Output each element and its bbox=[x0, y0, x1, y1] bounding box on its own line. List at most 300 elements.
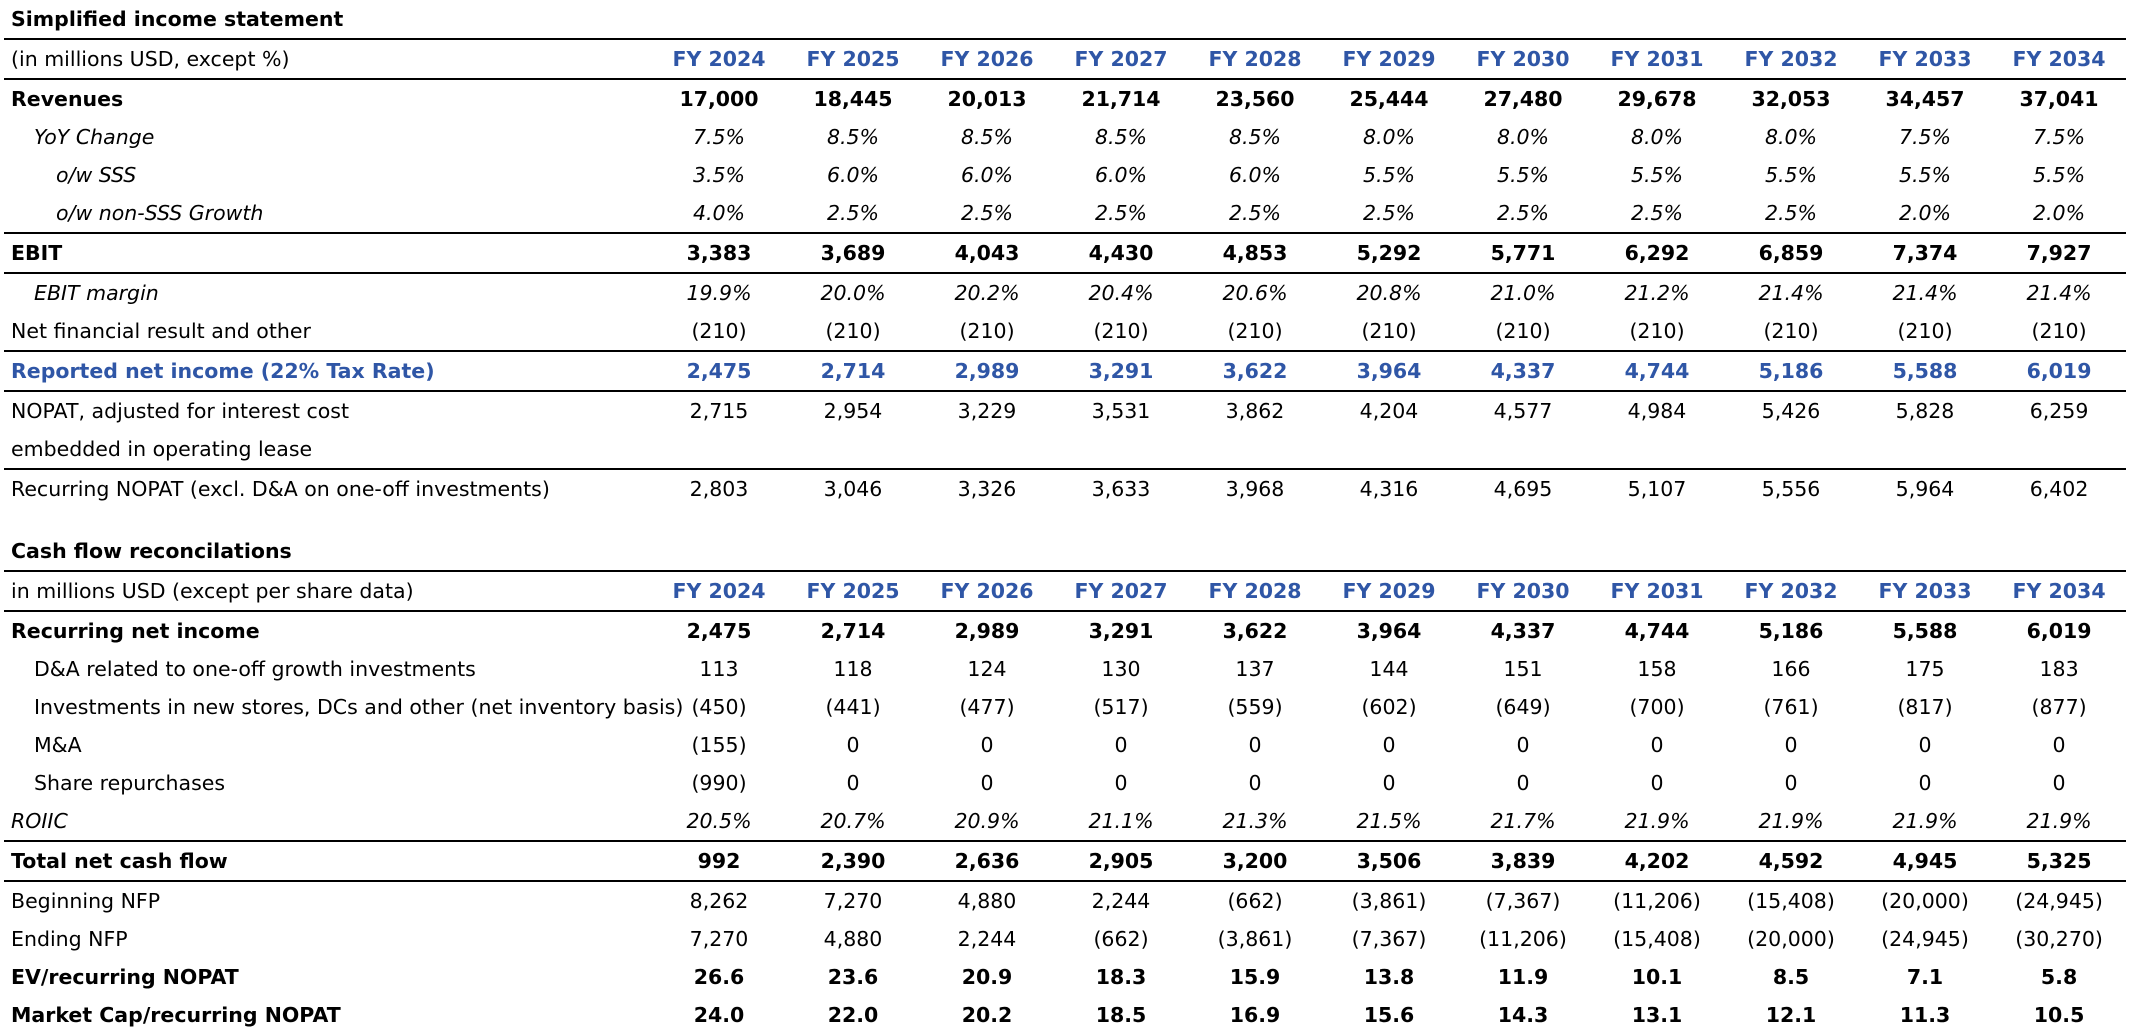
cell-value: 21.7% bbox=[1490, 809, 1556, 833]
cell-value: 4,577 bbox=[1493, 399, 1553, 423]
cell-value: 2.5% bbox=[1362, 201, 1416, 225]
cell-value: 5,771 bbox=[1456, 233, 1590, 273]
cell-value: 7,927 bbox=[1992, 233, 2126, 273]
cell-value: 3,622 bbox=[1188, 351, 1322, 391]
cell-value: 8.5% bbox=[1228, 125, 1282, 149]
cell-value: (3,861) bbox=[1351, 889, 1427, 913]
cell-value: 21.1% bbox=[1088, 809, 1154, 833]
cell-value: 20.0% bbox=[820, 281, 886, 305]
cell-value: 24.0 bbox=[693, 1003, 745, 1027]
cell-value: 4,880 bbox=[823, 927, 883, 951]
empty-cell bbox=[1456, 430, 1590, 469]
cell-value: 7.5% bbox=[1898, 125, 1952, 149]
year-header: FY 2026 bbox=[920, 571, 1054, 611]
cell-value: 20.7% bbox=[820, 809, 886, 833]
row-market-cap-recurring-nopat bbox=[4, 996, 2126, 1034]
cell-value: 21.9% bbox=[1758, 809, 1824, 833]
row-label: Market Cap/recurring NOPAT bbox=[11, 1003, 341, 1027]
empty-cell bbox=[1188, 430, 1322, 469]
year-header: FY 2031 bbox=[1590, 571, 1724, 611]
cell-value: 18,445 bbox=[813, 87, 893, 111]
income-statement-table bbox=[4, 0, 2126, 508]
cell-value: (15,408) bbox=[1747, 889, 1835, 913]
cell-value: 3,964 bbox=[1322, 351, 1456, 391]
cell-value: 19.9% bbox=[686, 281, 752, 305]
year-header: FY 2027 bbox=[1054, 571, 1188, 611]
cell-value: 2,715 bbox=[689, 399, 749, 423]
cell-value: 0 bbox=[1382, 771, 1396, 795]
cell-value: 113 bbox=[699, 657, 739, 681]
cell-value: 4,430 bbox=[1054, 233, 1188, 273]
cell-value: 6,019 bbox=[1992, 351, 2126, 391]
cell-value: 21.4% bbox=[1758, 281, 1824, 305]
year-header: FY 2030 bbox=[1456, 39, 1590, 79]
cell-value: (477) bbox=[959, 695, 1015, 719]
cell-value: (210) bbox=[1495, 319, 1551, 343]
cell-value: 4,202 bbox=[1590, 841, 1724, 881]
cell-value: 5.5% bbox=[1630, 163, 1684, 187]
cell-value: 20.8% bbox=[1356, 281, 1422, 305]
cell-value: 166 bbox=[1771, 657, 1811, 681]
cell-value: 4,043 bbox=[920, 233, 1054, 273]
row-label: Ending NFP bbox=[11, 927, 128, 951]
cell-value: 8.5% bbox=[960, 125, 1014, 149]
cell-value: (662) bbox=[1227, 889, 1283, 913]
cell-value: 124 bbox=[967, 657, 1007, 681]
cell-value: 6,019 bbox=[2026, 619, 2092, 643]
cell-value: (559) bbox=[1227, 695, 1283, 719]
cell-value: 0 bbox=[1650, 771, 1664, 795]
cell-value: (602) bbox=[1361, 695, 1417, 719]
row-total-net-cash-flow bbox=[4, 841, 2126, 881]
cell-value: 4,337 bbox=[1456, 351, 1590, 391]
cell-value: (649) bbox=[1495, 695, 1551, 719]
row-o-w-non-sss-growth bbox=[4, 194, 2126, 233]
row-ebit-margin bbox=[4, 273, 2126, 312]
row-label: D&A related to one-off growth investments bbox=[34, 657, 476, 681]
row-label: YoY Change bbox=[34, 125, 155, 149]
cell-value: 3,326 bbox=[920, 469, 1054, 508]
cell-value: 10.5 bbox=[2033, 1003, 2085, 1027]
cell-value: 130 bbox=[1101, 657, 1141, 681]
cell-value: 4,744 bbox=[1624, 619, 1690, 643]
cell-value: 6,859 bbox=[1724, 233, 1858, 273]
cell-value: 6.0% bbox=[826, 163, 880, 187]
cell-value: 34,457 bbox=[1885, 87, 1965, 111]
cell-value: (210) bbox=[2031, 319, 2087, 343]
cell-value: 14.3 bbox=[1497, 1003, 1549, 1027]
cell-value: 144 bbox=[1369, 657, 1409, 681]
year-header: FY 2026 bbox=[920, 39, 1054, 79]
cell-value: 3,622 bbox=[1222, 619, 1288, 643]
year-header: FY 2033 bbox=[1858, 39, 1992, 79]
cell-value: 4,880 bbox=[957, 889, 1017, 913]
cell-value: 5,186 bbox=[1758, 619, 1824, 643]
cell-value: 20.2% bbox=[954, 281, 1020, 305]
cell-value: 21.9% bbox=[2026, 809, 2092, 833]
cell-value: 4,744 bbox=[1590, 351, 1724, 391]
cell-value: (11,206) bbox=[1479, 927, 1567, 951]
cell-value: 992 bbox=[652, 841, 786, 881]
cell-value: 3,200 bbox=[1188, 841, 1322, 881]
cell-value: 3,839 bbox=[1456, 841, 1590, 881]
cell-value: (441) bbox=[825, 695, 881, 719]
cell-value: 8.0% bbox=[1630, 125, 1684, 149]
cell-value: 8,262 bbox=[689, 889, 749, 913]
cell-value: 151 bbox=[1503, 657, 1543, 681]
cell-value: 4,316 bbox=[1322, 469, 1456, 508]
cell-value: (15,408) bbox=[1613, 927, 1701, 951]
cash-flow-title: Cash flow reconcilations bbox=[11, 539, 292, 563]
cell-value: 0 bbox=[980, 733, 994, 757]
cell-value: 15.9 bbox=[1229, 965, 1281, 989]
cell-value: 8.5 bbox=[1772, 965, 1810, 989]
cell-value: 20.9 bbox=[961, 965, 1013, 989]
cell-value: (24,945) bbox=[2015, 889, 2103, 913]
cell-value: (210) bbox=[825, 319, 881, 343]
cell-value: (210) bbox=[1763, 319, 1819, 343]
cell-value: 2.5% bbox=[960, 201, 1014, 225]
year-header: FY 2027 bbox=[1054, 39, 1188, 79]
cell-value: 5,107 bbox=[1590, 469, 1724, 508]
empty-cell bbox=[1992, 430, 2126, 469]
cell-value: 2,905 bbox=[1054, 841, 1188, 881]
cell-value: 5.8 bbox=[2040, 965, 2078, 989]
cell-value: 3,291 bbox=[1088, 619, 1154, 643]
cell-value: 26.6 bbox=[693, 965, 745, 989]
cell-value: 4,945 bbox=[1858, 841, 1992, 881]
cell-value: 5.5% bbox=[1496, 163, 1550, 187]
cell-value: 3,506 bbox=[1322, 841, 1456, 881]
cell-value: (210) bbox=[1361, 319, 1417, 343]
cell-value: 2.5% bbox=[1630, 201, 1684, 225]
cell-value: 2,954 bbox=[823, 399, 883, 423]
row-beginning-nfp bbox=[4, 881, 2126, 920]
row-o-w-sss bbox=[4, 156, 2126, 194]
cell-value: 0 bbox=[1784, 733, 1798, 757]
year-header: FY 2030 bbox=[1456, 571, 1590, 611]
cell-value: 2,989 bbox=[920, 351, 1054, 391]
cell-value: 5.5% bbox=[1764, 163, 1818, 187]
cell-value: 5,426 bbox=[1761, 399, 1821, 423]
cell-value: (450) bbox=[691, 695, 747, 719]
cell-value: 3,046 bbox=[786, 469, 920, 508]
cell-value: 3,291 bbox=[1054, 351, 1188, 391]
row-label: NOPAT, adjusted for interest cost bbox=[11, 399, 350, 423]
empty-cell bbox=[920, 430, 1054, 469]
empty-cell bbox=[1054, 430, 1188, 469]
row-net-financial-result-and-other bbox=[4, 312, 2126, 351]
cell-value: 0 bbox=[980, 771, 994, 795]
cell-value: (210) bbox=[1629, 319, 1685, 343]
row-ebit bbox=[4, 233, 2126, 273]
year-header: FY 2029 bbox=[1322, 571, 1456, 611]
cell-value: 0 bbox=[1114, 733, 1128, 757]
cell-value: (3,861) bbox=[1217, 927, 1293, 951]
cell-value: 0 bbox=[1918, 771, 1932, 795]
cell-value: 5,186 bbox=[1724, 351, 1858, 391]
cell-value: 6,402 bbox=[1992, 469, 2126, 508]
cell-value: (20,000) bbox=[1747, 927, 1835, 951]
row-label: Reported net income (22% Tax Rate) bbox=[4, 351, 652, 391]
cell-value: 3,633 bbox=[1054, 469, 1188, 508]
cell-value: 21.4% bbox=[1892, 281, 1958, 305]
income-unit-label: (in millions USD, except %) bbox=[4, 39, 652, 79]
year-header: FY 2034 bbox=[1992, 39, 2126, 79]
cell-value: 2.5% bbox=[1094, 201, 1148, 225]
row-roiic bbox=[4, 802, 2126, 841]
row-label: Total net cash flow bbox=[4, 841, 652, 881]
cell-value: 2,636 bbox=[920, 841, 1054, 881]
cell-value: 20,013 bbox=[947, 87, 1027, 111]
cell-value: 29,678 bbox=[1617, 87, 1697, 111]
row-m-a bbox=[4, 726, 2126, 764]
row-label: ROIIC bbox=[11, 809, 68, 833]
cell-value: 12.1 bbox=[1765, 1003, 1817, 1027]
cell-value: 0 bbox=[2052, 733, 2066, 757]
cell-value: 2,244 bbox=[957, 927, 1017, 951]
cell-value: 2,714 bbox=[786, 351, 920, 391]
cell-value: 21.9% bbox=[1892, 809, 1958, 833]
cell-value: 3,862 bbox=[1225, 399, 1285, 423]
cell-value: 21.0% bbox=[1490, 281, 1556, 305]
cell-value: 158 bbox=[1637, 657, 1677, 681]
row-ending-nfp bbox=[4, 920, 2126, 958]
row-label: o/w SSS bbox=[56, 163, 137, 187]
cell-value: 10.1 bbox=[1631, 965, 1683, 989]
cell-value: 22.0 bbox=[827, 1003, 879, 1027]
cell-value: 0 bbox=[2052, 771, 2066, 795]
cell-value: 5,964 bbox=[1858, 469, 1992, 508]
cell-value: (30,270) bbox=[2015, 927, 2103, 951]
row-nopat-adjusted-for-interest-cost bbox=[4, 391, 2126, 430]
cell-value: 15.6 bbox=[1363, 1003, 1415, 1027]
row-continuation bbox=[4, 430, 2126, 469]
cell-value: 4,337 bbox=[1490, 619, 1556, 643]
cell-value: 3.5% bbox=[692, 163, 746, 187]
cell-value: 17,000 bbox=[679, 87, 759, 111]
cell-value: 20.2 bbox=[961, 1003, 1013, 1027]
cell-value: 0 bbox=[1248, 733, 1262, 757]
year-header: FY 2033 bbox=[1858, 571, 1992, 611]
cell-value: 18.5 bbox=[1095, 1003, 1147, 1027]
year-header: FY 2024 bbox=[652, 39, 786, 79]
cell-value: 21,714 bbox=[1081, 87, 1161, 111]
year-header: FY 2034 bbox=[1992, 571, 2126, 611]
cell-value: 4.0% bbox=[692, 201, 746, 225]
empty-cell bbox=[652, 430, 786, 469]
year-header: FY 2032 bbox=[1724, 571, 1858, 611]
cell-value: 5,828 bbox=[1895, 399, 1955, 423]
cell-value: 175 bbox=[1905, 657, 1945, 681]
cell-value: 2,714 bbox=[820, 619, 886, 643]
cell-value: 23.6 bbox=[827, 965, 879, 989]
cell-value: (877) bbox=[2031, 695, 2087, 719]
cell-value: 4,984 bbox=[1627, 399, 1687, 423]
cell-value: 0 bbox=[1784, 771, 1798, 795]
cell-value: (210) bbox=[691, 319, 747, 343]
row-ev-recurring-nopat bbox=[4, 958, 2126, 996]
cell-value: 5.5% bbox=[1362, 163, 1416, 187]
cell-value: 0 bbox=[1516, 771, 1530, 795]
cell-value: (517) bbox=[1093, 695, 1149, 719]
cell-value: 0 bbox=[1248, 771, 1262, 795]
row-label: o/w non-SSS Growth bbox=[56, 201, 264, 225]
cell-value: 23,560 bbox=[1215, 87, 1295, 111]
cell-value: (210) bbox=[1897, 319, 1953, 343]
year-header: FY 2024 bbox=[652, 571, 786, 611]
cell-value: 16.9 bbox=[1229, 1003, 1281, 1027]
row-label: Revenues bbox=[11, 87, 124, 111]
empty-cell bbox=[1724, 430, 1858, 469]
cell-value: 11.3 bbox=[1899, 1003, 1951, 1027]
row-reported-net-income-22-tax-rate bbox=[4, 351, 2126, 391]
year-header: FY 2028 bbox=[1188, 571, 1322, 611]
cell-value: (210) bbox=[959, 319, 1015, 343]
row-label: Share repurchases bbox=[34, 771, 226, 795]
cell-value: 20.9% bbox=[954, 809, 1020, 833]
cell-value: 3,383 bbox=[652, 233, 786, 273]
row-label: Beginning NFP bbox=[11, 889, 161, 913]
cash-flow-table bbox=[4, 532, 2126, 1034]
cell-value: 3,531 bbox=[1091, 399, 1151, 423]
cell-value: 3,968 bbox=[1188, 469, 1322, 508]
empty-cell bbox=[1322, 430, 1456, 469]
cell-value: 183 bbox=[2039, 657, 2079, 681]
cell-value: 5,556 bbox=[1724, 469, 1858, 508]
cell-value: 5.5% bbox=[2032, 163, 2086, 187]
cell-value: 3,964 bbox=[1356, 619, 1422, 643]
cell-value: 0 bbox=[1516, 733, 1530, 757]
cell-value: 4,695 bbox=[1456, 469, 1590, 508]
cell-value: 4,592 bbox=[1724, 841, 1858, 881]
cell-value: 7,374 bbox=[1858, 233, 1992, 273]
cell-value: 21.5% bbox=[1356, 809, 1422, 833]
cell-value: 0 bbox=[1382, 733, 1396, 757]
row-label: Recurring net income bbox=[11, 619, 260, 643]
cell-value: 4,853 bbox=[1188, 233, 1322, 273]
cell-value: 13.8 bbox=[1363, 965, 1415, 989]
year-header: FY 2025 bbox=[786, 39, 920, 79]
cell-value: 2.5% bbox=[826, 201, 880, 225]
row-label: EBIT margin bbox=[34, 281, 159, 305]
cell-value: 13.1 bbox=[1631, 1003, 1683, 1027]
cell-value: (24,945) bbox=[1881, 927, 1969, 951]
cell-value: 21.2% bbox=[1624, 281, 1690, 305]
row-label: Investments in new stores, DCs and other (net inventory basis) bbox=[34, 695, 684, 719]
cell-value: 6.0% bbox=[960, 163, 1014, 187]
cell-value: 21.3% bbox=[1222, 809, 1288, 833]
row-recurring-nopat-excl-d-a-on-one-off-investments bbox=[4, 469, 2126, 508]
cell-value: (20,000) bbox=[1881, 889, 1969, 913]
cell-value: 21.4% bbox=[2026, 281, 2092, 305]
cell-value: 20.5% bbox=[686, 809, 752, 833]
empty-cell bbox=[786, 430, 920, 469]
cell-value: 32,053 bbox=[1751, 87, 1831, 111]
cell-value: 7.1 bbox=[1906, 965, 1944, 989]
cell-value: 7,270 bbox=[689, 927, 749, 951]
cell-value: (761) bbox=[1763, 695, 1819, 719]
cash-header-row bbox=[4, 571, 2126, 611]
year-header: FY 2032 bbox=[1724, 39, 1858, 79]
cell-value: (11,206) bbox=[1613, 889, 1701, 913]
cell-value: 18.3 bbox=[1095, 965, 1147, 989]
cell-value: (210) bbox=[1227, 319, 1283, 343]
cell-value: (817) bbox=[1897, 695, 1953, 719]
cell-value: 27,480 bbox=[1483, 87, 1563, 111]
row-d-a-related-to-one-off-growth-investments bbox=[4, 650, 2126, 688]
cell-value: (990) bbox=[691, 771, 747, 795]
row-label: EBIT bbox=[4, 233, 652, 273]
cell-value: (662) bbox=[1093, 927, 1149, 951]
row-investments-in-new-stores-dcs-and-other-net-inventory-basis bbox=[4, 688, 2126, 726]
row-share-repurchases bbox=[4, 764, 2126, 802]
cell-value: 2,475 bbox=[652, 351, 786, 391]
row-label-continued: embedded in operating lease bbox=[11, 437, 313, 461]
cell-value: 20.6% bbox=[1222, 281, 1288, 305]
cell-value: 3,229 bbox=[957, 399, 1017, 423]
cell-value: 5,588 bbox=[1892, 619, 1958, 643]
cell-value: (155) bbox=[691, 733, 747, 757]
cell-value: 7.5% bbox=[692, 125, 746, 149]
row-label: Recurring NOPAT (excl. D&A on one-off investments) bbox=[4, 469, 652, 508]
cell-value: 0 bbox=[1918, 733, 1932, 757]
cell-value: 2,475 bbox=[686, 619, 752, 643]
row-label: Net financial result and other bbox=[11, 319, 311, 343]
cell-value: 0 bbox=[846, 733, 860, 757]
cell-value: 2,244 bbox=[1091, 889, 1151, 913]
cell-value: 7,270 bbox=[823, 889, 883, 913]
year-header: FY 2031 bbox=[1590, 39, 1724, 79]
row-recurring-net-income bbox=[4, 611, 2126, 650]
year-header: FY 2028 bbox=[1188, 39, 1322, 79]
cell-value: 5,292 bbox=[1322, 233, 1456, 273]
cell-value: 6,292 bbox=[1590, 233, 1724, 273]
cell-value: 2.0% bbox=[1898, 201, 1952, 225]
cell-value: 8.0% bbox=[1496, 125, 1550, 149]
cell-value: (7,367) bbox=[1351, 927, 1427, 951]
row-revenues bbox=[4, 79, 2126, 118]
cash-unit-label: in millions USD (except per share data) bbox=[4, 571, 652, 611]
income-statement-title: Simplified income statement bbox=[11, 7, 344, 31]
cell-value: 5,588 bbox=[1858, 351, 1992, 391]
cell-value: 2.5% bbox=[1764, 201, 1818, 225]
cell-value: (700) bbox=[1629, 695, 1685, 719]
cell-value: 4,204 bbox=[1359, 399, 1419, 423]
cell-value: 118 bbox=[833, 657, 873, 681]
cell-value: 8.5% bbox=[1094, 125, 1148, 149]
cell-value: 0 bbox=[1114, 771, 1128, 795]
cell-value: 11.9 bbox=[1497, 965, 1549, 989]
cell-value: 2,803 bbox=[652, 469, 786, 508]
cell-value: 2.5% bbox=[1228, 201, 1282, 225]
row-label: M&A bbox=[34, 733, 82, 757]
cell-value: 8.0% bbox=[1764, 125, 1818, 149]
year-header: FY 2025 bbox=[786, 571, 920, 611]
empty-cell bbox=[1590, 430, 1724, 469]
cell-value: 137 bbox=[1235, 657, 1275, 681]
cell-value: 8.5% bbox=[826, 125, 880, 149]
row-yoy-change bbox=[4, 118, 2126, 156]
cell-value: 2.0% bbox=[2032, 201, 2086, 225]
cell-value: 3,689 bbox=[786, 233, 920, 273]
cell-value: 21.9% bbox=[1624, 809, 1690, 833]
cell-value: 0 bbox=[1650, 733, 1664, 757]
cell-value: 25,444 bbox=[1349, 87, 1429, 111]
row-label: EV/recurring NOPAT bbox=[11, 965, 239, 989]
income-header-row bbox=[4, 39, 2126, 79]
empty-cell bbox=[1858, 430, 1992, 469]
